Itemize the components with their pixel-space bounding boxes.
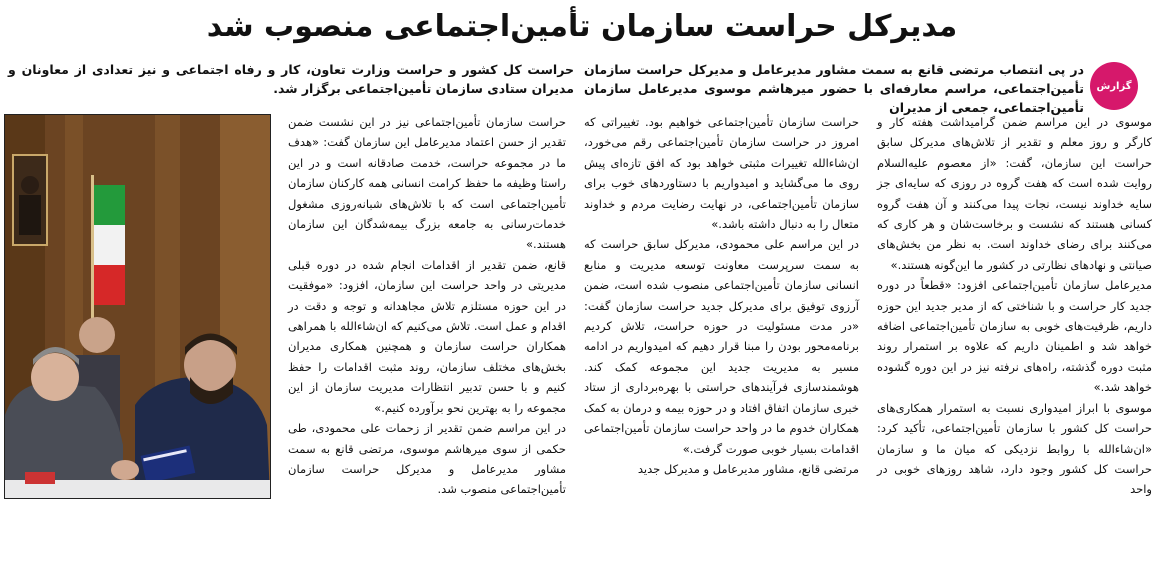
body-paragraph: در این مراسم ضمن تقدیر از زحمات علی محمودی، طی حکمی از سوی میرهاشم موسوی، مرتضی قانع به سمت مشاور مدیرعامل و مدیرکل حراست سازمان تأمین‌اجتماعی منصوب شد. [288, 421, 566, 497]
body-paragraph: مرتضی قانع، مشاور مدیرعامل و مدیرکل جدید [637, 461, 859, 476]
ceremony-photo-illustration [5, 115, 270, 498]
body-paragraph: قانع، ضمن تقدیر از اقدامات انجام شده در دوره قبلی مدیریتی در واحد حراست این سازمان، افزود: «موفقیت در این حوزه مستلزم تلاش مجاهدانه و توجه و دقت در اقدام و عمل است. تلاش می‌کنیم که ان‌شاءالله با همراهی همکاران حراست سازمان و همچنین همکاری مدیران بخش‌های مختلف سازمان، روند مثبت اقدامات را حفظ کنیم و با حسن تدبیر انتظارات مدیریت سازمان از این مجموعه را به بهترین نحو برآورده کنیم.» [288, 257, 566, 415]
body-paragraph: مدیرعامل سازمان تأمین‌اجتماعی افزود: «قطعاً در دوره جدید کار حراست و با شناختی که از مدیر جدید این حوزه داریم، ظرفیت‌های خوبی به سازمان تأمین‌اجتماعی اضافه خواهد شد و اطمینان داریم که علاوه بر استمرار روند مثبت دوره گذشته، راه‌های نرفته نیز در این دوره گشوده خواهد شد.» [877, 278, 1152, 395]
body-paragraph: در این مراسم علی محمودی، مدیرکل سابق حراست که به سمت سرپرست معاونت توسعه مدیریت و منابع انسانی سازمان تأمین‌اجتماعی منصوب شده است، ضمن آرزوی توفیق برای مدیرکل جدید حراست سازمان گفت: «در مدت مسئولیت در حوزه حراست، تلاش کردیم برنامه‌محور بودن را مبنا قرار دهیم که امیدواریم در ادامه مسیر به مدیریت جدید این مجموعه کمک کند. هوشمندسازی فرآیندهای حراستی با بهره‌برداری از ستاد خبری سازمان اتفاق افتاد و در حوزه بیمه و درمان به کمک همکاران خدوم ما در واحد حراست سازمان تأمین‌اجتماعی اقدامات بسیار خوبی صورت گرفت.» [584, 237, 859, 456]
body-paragraph: موسوی در این مراسم ضمن گرامیداشت هفته کار و کارگر و روز معلم و تقدیر از تلاش‌های مدیرکل سابق حراست این سازمان، گفت: «از معصوم علیه‌السلام روایت شده است که هفت گروه در روزی که سایه‌ای جز سایه خداوند نیست، نجات پیدا می‌کنند و آن هفت گروه کسانی هستند که نشست و برخاست‌شان و هر کاری که می‌کنند برای رضای خداوند است. به نظر من بخش‌های صیانتی و نهادهای نظارتی در کشور ما این‌گونه هستند.» [877, 115, 1152, 272]
body-column-3 [288, 112, 566, 507]
report-badge: گزارش [1090, 62, 1138, 110]
body-column-2 [584, 112, 859, 507]
body-paragraph: حراست سازمان تأمین‌اجتماعی خواهیم بود. تغییراتی که امروز در حراست سازمان تأمین‌اجتماعی رقم می‌خورد، ان‌شاءالله تغییرات مثبتی خواهد بود که افق تازه‌ای پیش روی ما می‌گشاید و امیدواریم با دستاوردهای خوب برای سازمان تأمین‌اجتماعی، در نهایت رضایت مردم و خداوند متعال را به دنبال داشته باشد.» [584, 115, 859, 232]
body-paragraph: حراست سازمان تأمین‌اجتماعی نیز در این نشست ضمن تقدیر از حسن اعتماد مدیرعامل این سازمان گفت: «هدف ما در مجموعه حراست، خدمت صادقانه است و در این راستا وظیفه ما حفظ کرامت انسانی همه کارکنان سازمان تأمین‌اجتماعی است که با تلاش‌های شبانه‌روزی مشغول خدمات‌رسانی به جامعه بزرگ بیمه‌شدگان این سازمان هستند.» [288, 115, 566, 252]
headline: مدیرکل حراست سازمان تأمین‌اجتماعی منصوب شد [206, 9, 958, 44]
ceremony-photo [4, 114, 271, 499]
body-paragraph: موسوی با ابراز امیدواری نسبت به استمرار همکاری‌های حراست کل کشور با سازمان تأمین‌اجتماعی، تأکید کرد: «ان‌شاءالله با روابط نزدیکی که میان ما و سازمان حراست کل کشور وجود دارد، شاهد روزهای خوبی در واحد [877, 400, 1152, 497]
lead-paragraph-part-1: در پی انتصاب مرتضی قانع به سمت مشاور مدیرعامل و مدیرکل حراست سازمان تأمین‌اجتماعی، مراسم معارفه‌ای با حضور میرهاشم موسوی مدیرعامل سازمان تأمین‌اجتماعی، جمعی از مدیران [584, 62, 1084, 115]
lead-paragraph-part-2: حراست کل کشور و حراست وزارت تعاون، کار و رفاه اجتماعی و نیز تعدادی از معاونان و مدیران ستادی سازمان تأمین‌اجتماعی برگزار شد. [8, 62, 574, 96]
body-column-1 [877, 112, 1152, 507]
